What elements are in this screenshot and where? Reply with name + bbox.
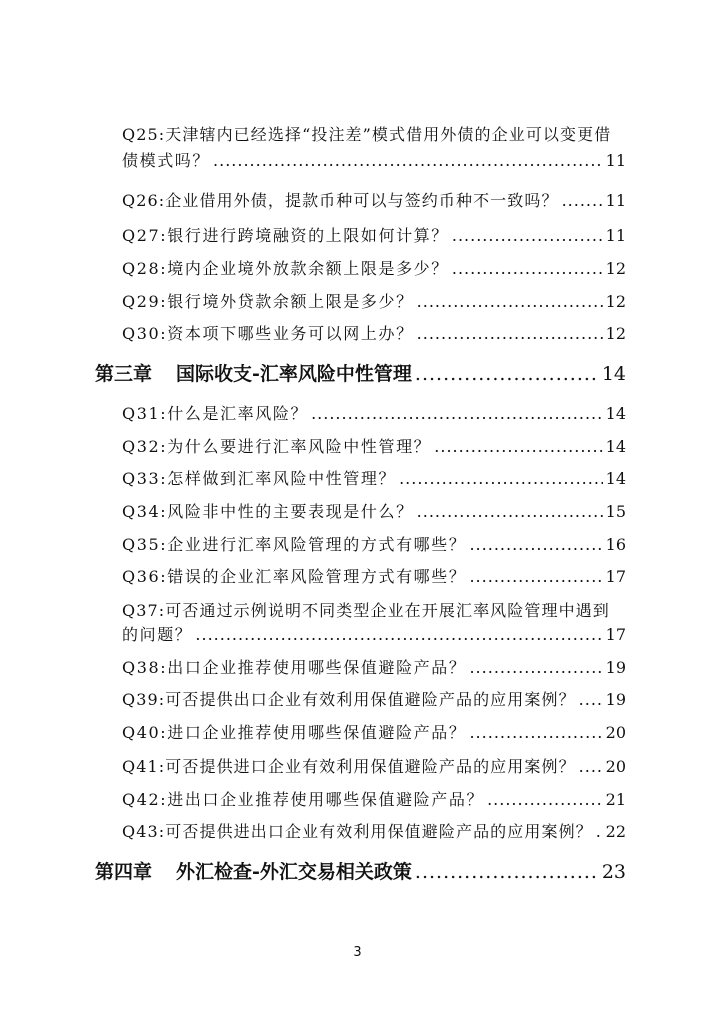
leader-dots — [579, 757, 603, 777]
toc-entry-label: Q40:进口企业推荐使用哪些保值避险产品？ — [122, 723, 467, 742]
toc-entry-q25[interactable] — [122, 151, 626, 171]
toc-entry-q37[interactable] — [122, 625, 626, 645]
leader-dots — [487, 790, 603, 810]
leader-dots — [417, 292, 603, 312]
leader-dots — [452, 259, 603, 279]
toc-entry-label: Q27:银行进行跨境融资的上限如何计算？ — [122, 226, 449, 245]
toc-entry-label: 债模式吗？ — [122, 151, 211, 170]
toc-page-number: 14 — [601, 363, 626, 385]
page-number: 3 — [353, 945, 362, 960]
toc-entry-q30[interactable] — [122, 324, 626, 344]
toc-entry-q32[interactable] — [122, 437, 626, 457]
toc-entry-label: Q43:可否提供进出口企业有效利用保值避险产品的应用案例？ — [122, 822, 593, 841]
toc-entry-q26[interactable] — [122, 191, 626, 211]
toc-entry-q28[interactable] — [122, 259, 626, 279]
toc-page-number: 11 — [605, 226, 626, 245]
toc-page-number: 21 — [605, 790, 626, 809]
toc-entry-q42[interactable] — [122, 790, 626, 810]
toc-entry-q33[interactable] — [122, 469, 626, 489]
leader-dots — [469, 567, 602, 587]
leader-dots — [213, 151, 603, 171]
leader-dots — [452, 226, 603, 246]
toc-page-number: 16 — [605, 535, 626, 554]
toc-entry-q36[interactable] — [122, 567, 626, 587]
chapter-number: 第四章 — [95, 861, 153, 883]
leader-dots — [469, 723, 602, 743]
toc-entry-q38[interactable] — [122, 658, 626, 678]
toc-entry-q37-line1: Q37:可否通过示例说明不同类型企业在开展汇率风险管理中遇到 — [122, 601, 610, 620]
toc-page-number: 14 — [605, 469, 626, 488]
toc-entry-label: Q28:境内企业境外放款余额上限是多少？ — [122, 259, 449, 278]
toc-page-number: 20 — [605, 723, 626, 742]
toc-entry-q29[interactable] — [122, 292, 626, 312]
leader-dots — [399, 469, 603, 489]
toc-entry-label: Q32:为什么要进行汇率风险中性管理？ — [122, 437, 432, 456]
toc-entry-q31[interactable] — [122, 404, 626, 424]
leader-dots — [579, 690, 603, 710]
toc-page-number: 11 — [605, 151, 626, 170]
toc-entry-label: Q30:资本项下哪些业务可以网上办？ — [122, 324, 414, 343]
toc-entry-label: Q39:可否提供出口企业有效利用保值避险产品的应用案例？ — [122, 690, 576, 709]
toc-entry-label: Q34:风险非中性的主要表现是什么？ — [122, 502, 414, 521]
leader-dots — [417, 502, 603, 522]
toc-page-number: 12 — [605, 259, 626, 278]
leader-dots — [596, 822, 603, 842]
leader-dots — [415, 362, 599, 386]
toc-entry-label: Q35:企业进行汇率风险管理的方式有哪些？ — [122, 535, 467, 554]
chapter-number: 第三章 — [95, 363, 153, 385]
toc-page-number: 17 — [605, 625, 626, 644]
leader-dots — [415, 860, 599, 884]
toc-entry-label: Q38:出口企业推荐使用哪些保值避险产品？ — [122, 658, 467, 677]
toc-page-number: 22 — [605, 822, 626, 841]
toc-entry-q25-line1: Q25:天津辖内已经选择“投注差”模式借用外债的企业可以变更借 — [122, 125, 612, 144]
toc-entry-label: Q33:怎样做到汇率风险中性管理？ — [122, 469, 397, 488]
leader-dots — [195, 625, 602, 645]
toc-entry-label: Q42:进出口企业推荐使用哪些保值避险产品？ — [122, 790, 485, 809]
toc-chapter-3[interactable] — [95, 362, 626, 386]
toc-entry-q40[interactable] — [122, 723, 626, 743]
toc-page-number: 14 — [605, 404, 626, 423]
toc-entry-label: Q41:可否提供进口企业有效利用保值避险产品的应用案例？ — [122, 757, 576, 776]
toc-page-number: 19 — [605, 658, 626, 677]
toc-entry-label: Q26:企业借用外债，提款币种可以与签约币种不一致吗？ — [122, 191, 559, 210]
toc-entry-q35[interactable] — [122, 535, 626, 555]
chapter-title: 国际收支-汇率风险中性管理 — [176, 363, 412, 385]
toc-entry-q34[interactable] — [122, 502, 626, 522]
chapter-title: 外汇检查-外汇交易相关政策 — [176, 861, 412, 883]
toc-page-number: 14 — [605, 437, 626, 456]
toc-page-number: 11 — [605, 191, 626, 210]
toc-page-number: 20 — [605, 757, 626, 776]
toc-entry-q39[interactable] — [122, 690, 626, 710]
toc-page-number: 15 — [605, 502, 626, 521]
toc-page-number: 12 — [605, 324, 626, 343]
leader-dots — [311, 404, 603, 424]
toc-entry-q27[interactable] — [122, 226, 626, 246]
toc-page-number: 19 — [605, 690, 626, 709]
toc-entry-label: 的问题？ — [122, 625, 193, 644]
leader-dots — [469, 535, 602, 555]
toc-chapter-4[interactable] — [95, 860, 626, 884]
toc-entry-label: Q31:什么是汇率风险？ — [122, 404, 309, 423]
leader-dots — [562, 191, 603, 211]
toc-page-number: 23 — [601, 861, 626, 883]
leader-dots — [417, 324, 603, 344]
toc-entry-q43[interactable] — [122, 822, 626, 842]
toc-page-number: 12 — [605, 292, 626, 311]
leader-dots — [469, 658, 602, 678]
leader-dots — [434, 437, 602, 457]
toc-entry-label: Q36:错误的企业汇率风险管理方式有哪些？ — [122, 567, 467, 586]
toc-page-number: 17 — [605, 567, 626, 586]
toc-entry-q41[interactable] — [122, 757, 626, 777]
toc-entry-label: Q29:银行境外贷款余额上限是多少？ — [122, 292, 414, 311]
